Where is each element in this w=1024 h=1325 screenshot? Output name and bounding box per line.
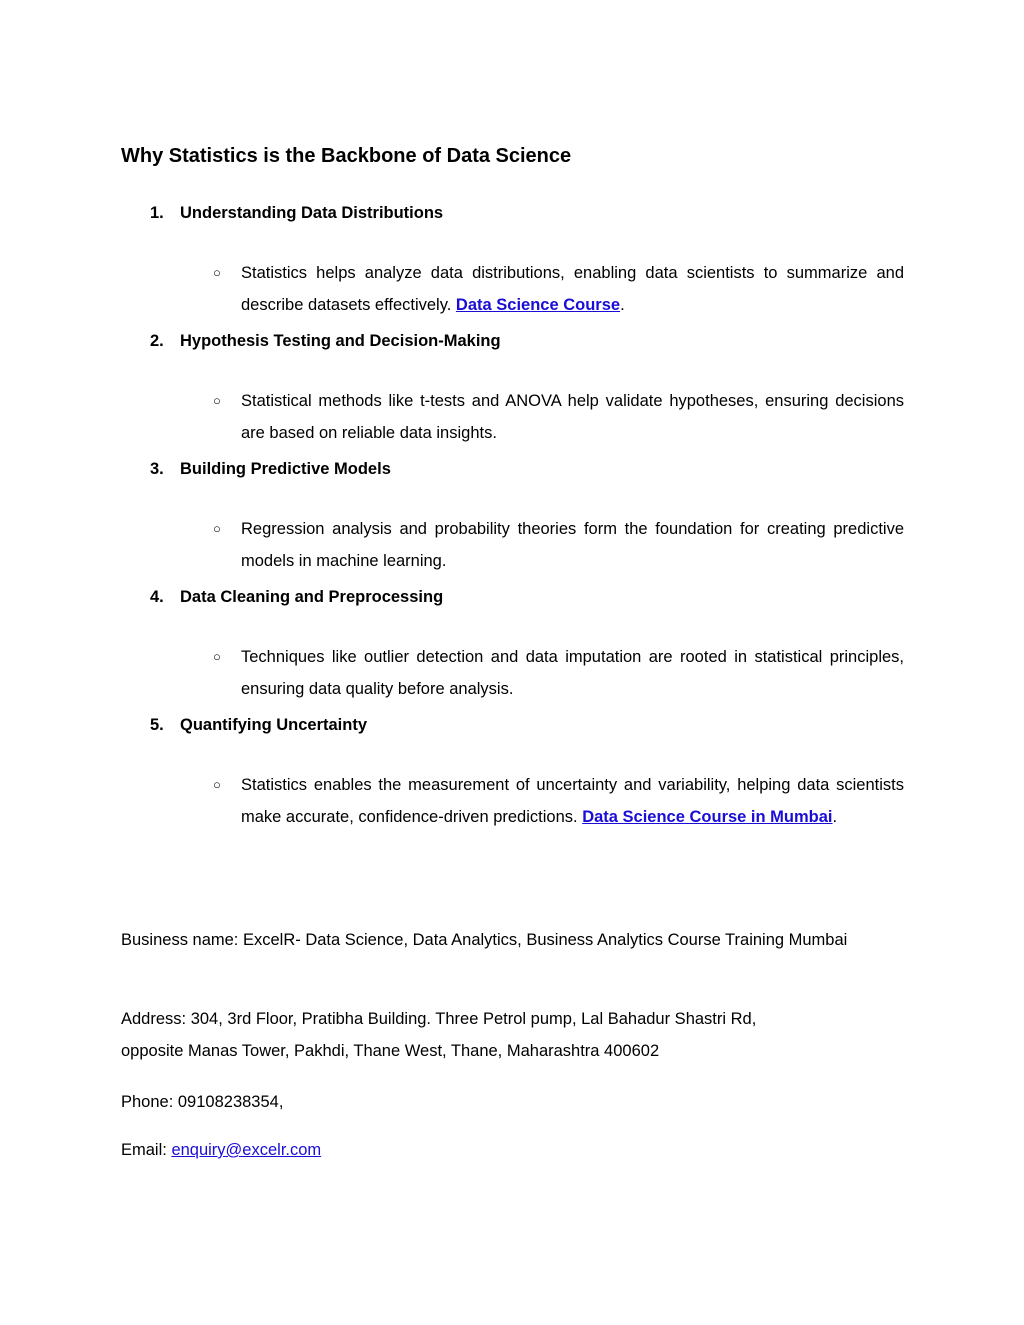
email-link[interactable]: enquiry@excelr.com <box>171 1141 322 1159</box>
phone: Phone: 09108238354, <box>121 1093 284 1111</box>
section-heading-understanding-data-distributions <box>150 202 443 224</box>
bullet-text: Statistics helps analyze data distributions, enabling data scientists to summarize and describe datasets effectively. <box>241 264 904 314</box>
list-item-text <box>241 257 904 321</box>
bullet-text-end: . <box>620 296 625 314</box>
business-name: Business name: ExcelR- Data Science, Data Analytics, Business Analytics Course Training Mumbai <box>121 931 848 949</box>
section-heading-data-cleaning <box>150 586 443 608</box>
bullet-text-end: . <box>832 808 838 826</box>
section-heading-hypothesis-testing <box>150 330 501 352</box>
list-item-text: Statistical methods like t-tests and ANOVA help validate hypotheses, ensuring decisions are based on reliable data insights. <box>241 392 904 442</box>
hollow-circle-bullet-icon: ○ <box>213 521 221 536</box>
list-item-text: Techniques like outlier detection and data imputation are rooted in statistical principles, ensuring data quality before analysis. <box>241 648 904 698</box>
page-title: Why Statistics is the Backbone of Data Science <box>121 145 572 167</box>
section-heading-text: Understanding Data Distributions <box>180 204 444 222</box>
section-heading-building-predictive-models <box>150 458 391 480</box>
hollow-circle-bullet-icon: ○ <box>213 393 221 408</box>
section-number: 3. <box>150 460 164 478</box>
section-heading-quantifying-uncertainty <box>150 714 367 736</box>
email-label: Email: <box>121 1141 172 1159</box>
bullet-text: Statistics enables the measurement of uncertainty and variability, helping data scientists make accurate, confidence-driven predictions. <box>241 776 904 826</box>
data-science-course-link[interactable]: Data Science Course <box>455 296 621 314</box>
list-item <box>213 257 904 321</box>
section-heading-text: Hypothesis Testing and Decision-Making <box>180 332 501 350</box>
list-item-text: Regression analysis and probability theories form the foundation for creating predictive models in machine learning. <box>241 520 904 570</box>
section-heading-text: Data Cleaning and Preprocessing <box>180 588 444 606</box>
hollow-circle-bullet-icon: ○ <box>213 777 221 792</box>
list-item <box>213 385 904 449</box>
hollow-circle-bullet-icon: ○ <box>213 265 221 280</box>
email-line <box>121 1134 881 1166</box>
list-item <box>213 513 904 577</box>
list-item-text <box>241 769 904 833</box>
address-line-1: Address: 304, 3rd Floor, Pratibha Building. Three Petrol pump, Lal Bahadur Shastri Rd, <box>121 1010 757 1028</box>
hollow-circle-bullet-icon: ○ <box>213 649 221 664</box>
section-number: 4. <box>150 588 164 606</box>
section-number: 1. <box>150 204 164 222</box>
data-science-course-in-mumbai-link[interactable]: Data Science Course in Mumbai <box>582 808 833 826</box>
address <box>121 1003 881 1067</box>
section-number: 2. <box>150 332 164 350</box>
section-number: 5. <box>150 716 164 734</box>
section-heading-text: Quantifying Uncertainty <box>180 716 368 734</box>
list-item <box>213 769 904 833</box>
section-heading-text: Building Predictive Models <box>180 460 391 478</box>
list-item <box>213 641 904 705</box>
address-line-2: opposite Manas Tower, Pakhdi, Thane West, Thane, Maharashtra 400602 <box>121 1042 660 1060</box>
